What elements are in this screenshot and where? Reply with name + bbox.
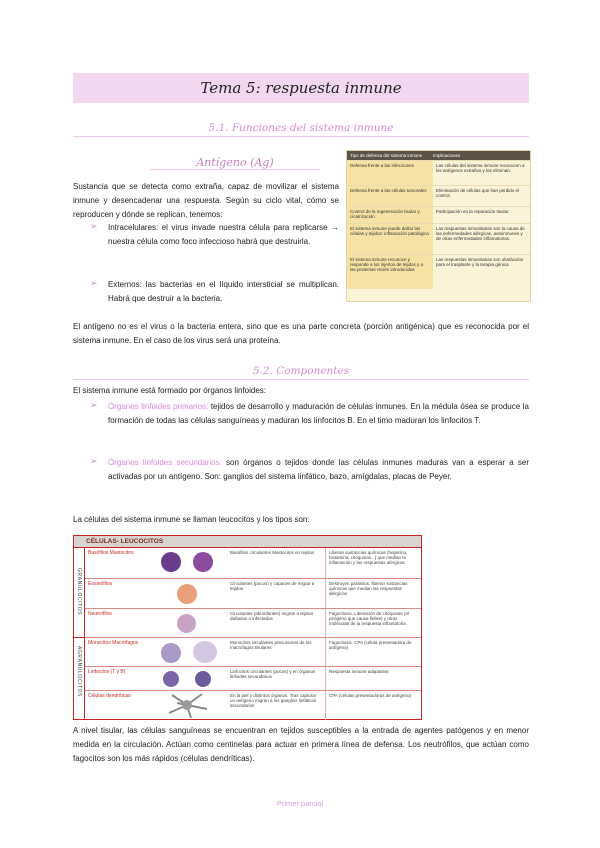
tissue-paragraph: A nivel tisular, las células sanguíneas se encuentran en tejidos susceptibles a la entrada de agentes patógenos y en menor medida en la circulación. Actúan como centinelas para actuar en primera línea de defensa. Los neutrófilos, que actúan como fagocitos son los más rápidos (células dendríticas).: [73, 726, 529, 763]
cell-image: [147, 579, 227, 609]
leukocytes-figure: [73, 535, 422, 720]
table-cell: Participación en la reparación tisular.: [436, 209, 510, 214]
neutrophil-cell-icon: [177, 614, 196, 633]
cell-function: Fagocitosis. CPA (célula presentadora de antígeno): [325, 638, 421, 667]
antigen-heading: Antígeno (Ag): [150, 156, 320, 170]
bullet-arrow-icon: ➢: [90, 221, 98, 231]
cell-row-eosinophils: [85, 578, 421, 609]
cell-name: Eosinófilos: [88, 581, 113, 587]
cell-name: Monocitos Macrófagos: [88, 640, 139, 646]
table-cell: Defensa frente a las infecciones: [347, 161, 433, 185]
macrophage-cell-icon: [193, 641, 217, 663]
antigen-note: El antígeno no es el virus o la bacteria entera, sino que es una parte concreta (porción antigénica) que es reconocida por el sistema inmune. En el caso de los virus será una proteína.: [73, 322, 529, 345]
cell-row-dendritic: [85, 690, 421, 720]
table-header-cell: Tipo de defensa del sistema inmune: [350, 153, 423, 158]
page-footer: Primer parcial: [276, 799, 324, 808]
cell-row-monocytes: [85, 637, 421, 667]
cell-row-neutrophils: [85, 608, 421, 638]
side-label-granulocytes: [74, 548, 85, 637]
cell-name: Linfocitos (T y B): [88, 669, 126, 675]
cell-image: [147, 691, 227, 720]
table-header-cell: Implicaciones: [433, 153, 461, 158]
side-label-agranulocytes: [74, 637, 85, 720]
cell-name: Basófilos Mastocitos: [88, 550, 134, 556]
table-cell: Las respuestas inmunitarias son obstáculos para el trasplante y la terapia génica.: [436, 257, 524, 267]
cell-location: Circulantes (pocos) y capaces de migrar a tejidos: [230, 581, 315, 591]
table-cell: Control de la regeneración tisular y cicatrización: [347, 207, 433, 223]
side-label-text: AGRANULOCITOS: [76, 646, 82, 698]
mastocyte-cell-icon: [193, 552, 213, 572]
cell-function: Liberan sustancias químicas (heparina, histamina, citoquinas...) que median la inflamación y las respuestas alérgicas: [325, 548, 421, 578]
figure-title: CÉLULAS- LEUCOCITOS: [74, 536, 421, 548]
section-heading-2: 5.2. Componentes: [73, 365, 529, 380]
table-row: [347, 223, 530, 254]
bullet-arrow-icon: ➢: [90, 456, 98, 466]
secondary-text: son órganos o tejidos donde las células inmunes maduras van a esperar a ser activadas por un antígeno. Son: ganglios del sistema linfático, bazo, amígdalas, placas de Peyer.: [108, 458, 529, 481]
cell-image: [147, 548, 227, 578]
bullet-intracelulares: Intracelulares: el virus invade nuestra célula para replicarse → nuestra célula como foco infeccioso habrá que destruirla.: [108, 223, 339, 246]
table-row: [347, 185, 530, 206]
components-intro: El sistema inmune está formado por órganos linfoides:: [73, 386, 266, 395]
cell-function: Respuesta inmune adaptativa: [325, 667, 421, 691]
cell-image: [147, 609, 227, 638]
table-row: [347, 160, 530, 185]
cell-row-basophils: [85, 548, 421, 578]
lymphocyte-b-icon: [195, 671, 211, 687]
cell-function: Destruyen parásitos, liberan sustancias químicas que median las respuestas alérgicas: [325, 579, 421, 609]
cell-function: Fagocitosis. Liberación de citoquinas (el pirógeno que causa fiebre) y otras moléculas de la respuesta inflamatoria: [325, 609, 421, 638]
bullet-secondary-organs: [108, 456, 529, 484]
section-heading-1: 5.1. Funciones del sistema inmune: [73, 122, 529, 137]
cell-location: Monocitos circulantes precursores de los macrófagos tisulares: [230, 640, 312, 650]
table-cell: Las respuestas inmunitarias son la causa de las enfermedades alérgicas, autoinmunes y de otras enfermedades inflamatorias.: [436, 226, 525, 241]
basophil-cell-icon: [161, 552, 181, 572]
bullet-externos: Externos: las bacterias en el líquido intersticial se multiplican. Habrá que destruir a la bacteria.: [108, 280, 339, 303]
primary-text: tejidos de desarrollo y maduración de células inmunes. En la médula ósea se produce la formación de todas las células sanguíneas y maduran los linfocitos B. En el timo maduran los linfocitos T.: [108, 402, 529, 425]
table-cell: El sistema inmune puede dañar las células y tejidos: inflamación patológica: [347, 224, 433, 254]
eosinophil-cell-icon: [177, 584, 197, 604]
cell-location: Circulantes (abundantes) migran a tejidos dañados o infectados: [230, 611, 314, 621]
cell-name: Células dendríticas: [88, 693, 131, 699]
cells-intro: La células del sistema inmune se llaman leucocitos y los tipos son:: [73, 515, 310, 524]
dendritic-cell-icon: [147, 691, 227, 719]
table-cell: Las células del sistema inmune reconocen a los antígenos extraños y los eliminan.: [436, 163, 525, 173]
antigen-paragraph: Sustancia que se detecta como extraña, capaz de movilizar el sistema inmune y desencadenar una respuesta. Según su ciclo vital, cómo se reproducen y dónde se replican, tenemos:: [73, 182, 339, 219]
bullet-arrow-icon: ➢: [90, 278, 98, 288]
bullet-arrow-icon: ➢: [90, 400, 98, 410]
side-label-text: GRANULOCITOS: [76, 568, 82, 616]
cell-location: Linfocitos circulantes (pocos) y en órganos linfoides secundarios: [230, 669, 316, 679]
table-cell: El sistema inmune reconoce y responde a los injertos de tejidos y a las proteínas recién introducidas: [347, 255, 433, 289]
primary-label: Órganos linfoides primarios:: [108, 402, 209, 411]
table-cell: Eliminación de células que han perdido el control.: [436, 188, 520, 198]
antigen-defense-table: [346, 150, 531, 302]
page-title: Tema 5: respuesta inmune: [200, 79, 402, 97]
title-band: [73, 73, 529, 103]
cell-location: Basófilos circulantes Mastocitos en tejidos: [230, 550, 315, 555]
cell-image: [147, 667, 227, 691]
secondary-label: Órganos linfoides secundarios:: [108, 458, 222, 467]
table-header: [347, 151, 530, 160]
cell-name: Neutrófilos: [88, 611, 112, 617]
monocyte-cell-icon: [161, 643, 181, 663]
lymphocyte-t-icon: [163, 671, 179, 687]
cell-location: En la piel y distintos órganos. Tras capturar un antígeno migran a los ganglios linfáticos secundarios: [230, 693, 317, 708]
bullet-primary-organs: [108, 400, 529, 428]
table-row: [347, 206, 530, 223]
cell-row-lymphocytes: [85, 666, 421, 691]
cell-function: CPA (células presentadoras de antígeno): [325, 691, 421, 720]
cell-image: [147, 638, 227, 667]
table-cell: Defensa frente a las células tumorales: [347, 186, 433, 206]
table-row: [347, 254, 530, 289]
